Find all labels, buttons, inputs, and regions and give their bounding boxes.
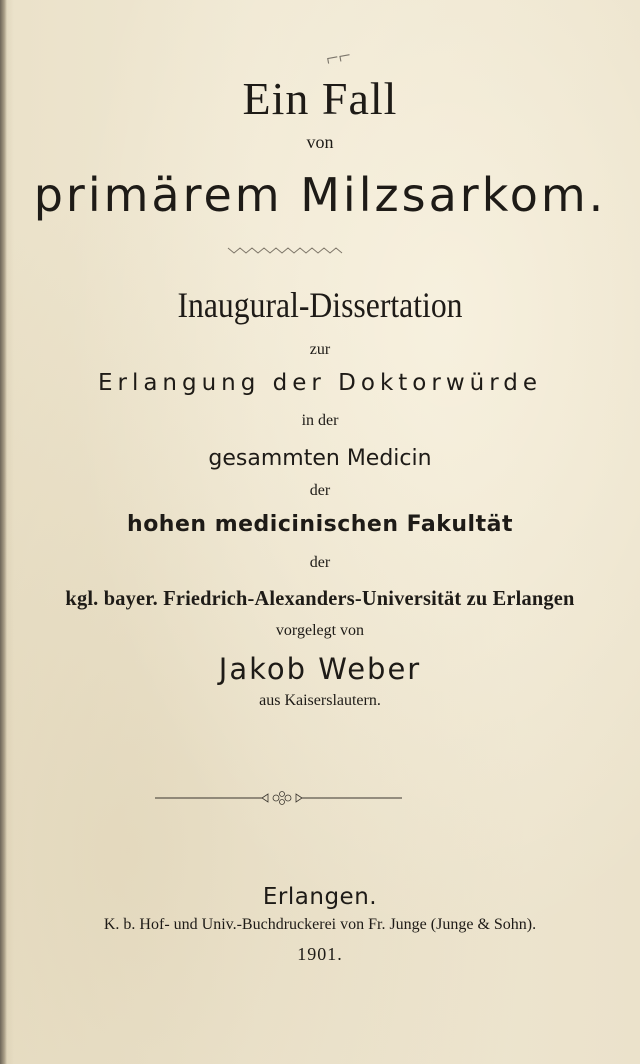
title-line-3: primärem Milzsarkom. [33, 168, 607, 222]
title-line-1: Ein Fall [242, 73, 398, 124]
text-in-der: in der [301, 412, 339, 429]
text-der-1: der [309, 482, 331, 499]
purpose-line: Erlangung der Doktorwürde [97, 370, 543, 396]
text-zur: zur [309, 341, 331, 358]
title-line-2: von [306, 132, 334, 152]
author-origin: aus Kaiserslautern. [259, 692, 381, 709]
faculty-line: hohen medicinischen Fakultät [127, 512, 513, 537]
university-line: kgl. bayer. Friedrich-Alexanders-Universität zu Erlangen [65, 586, 575, 610]
wavy-ornament [226, 244, 346, 256]
printer-line: K. b. Hof- und Univ.-Buchdruckerei von Fr. Junge (Junge & Sohn). [103, 916, 537, 933]
rule-ornament [0, 788, 640, 808]
field-line: gesammten Medicin [208, 446, 432, 471]
author-name: Jakob Weber [218, 652, 422, 686]
submitted-by-line: vorgelegt von [275, 622, 365, 639]
pencil-mark: ⌐⌐ [323, 42, 353, 71]
text-der-2: der [309, 554, 331, 571]
dissertation-heading: Inaugural-Dissertation [177, 285, 463, 325]
place-line: Erlangen. [262, 884, 378, 910]
year-line: 1901. [297, 944, 343, 964]
